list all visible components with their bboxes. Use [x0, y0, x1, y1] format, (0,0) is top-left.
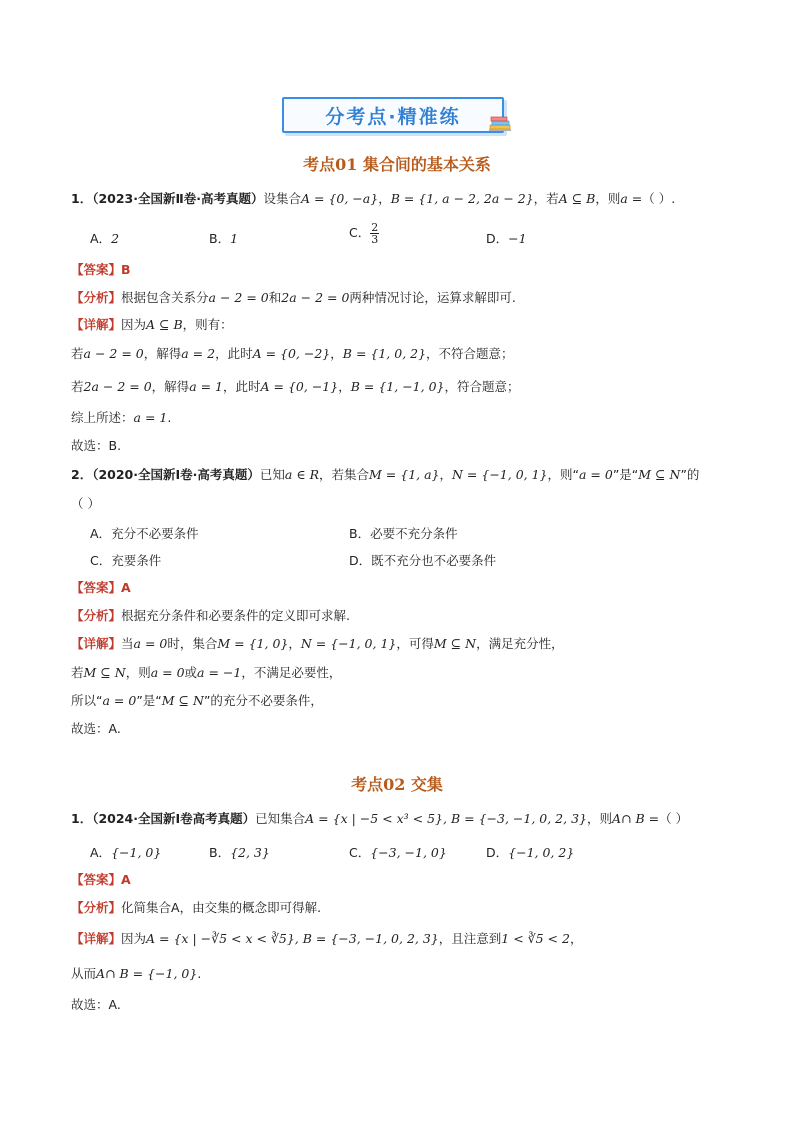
answer-value: B — [121, 262, 131, 277]
detail-tag: 【详解】 — [71, 931, 122, 946]
detail-text: 所以“ — [71, 693, 103, 708]
case-text: 若 — [71, 379, 84, 394]
detail-line — [71, 635, 564, 653]
analysis-text: 根据包含关系分 — [121, 290, 209, 305]
question-1-stem — [71, 190, 675, 208]
section-title-01: 考点01 集合间的基本关系 — [303, 155, 491, 174]
option-d — [349, 551, 496, 569]
case-text: ， — [338, 379, 351, 394]
question-source: （2020·全国新Ⅰ卷·高考真题） — [92, 467, 260, 482]
option-value: {−3, −1, 0} — [370, 845, 447, 860]
option-value: −1 — [508, 231, 527, 246]
detail-math: a = 0 — [150, 665, 185, 680]
option-c — [90, 551, 161, 569]
detail-math: a = −1 — [197, 665, 242, 680]
option-value: 充要条件 — [111, 553, 162, 568]
option-label: C． — [349, 225, 371, 240]
set-n: N = {−1, 0, 1} — [452, 467, 548, 482]
summary-line — [71, 409, 171, 427]
case-math: a − 2 = 0 — [83, 346, 144, 361]
option-value: 充分不必要条件 — [111, 526, 199, 541]
detail-math: M ⊆ N — [83, 665, 126, 680]
analysis-line — [71, 607, 350, 625]
detail-math: A ⊆ B — [146, 317, 183, 332]
stem-text: ，则“ — [547, 467, 579, 482]
case-text: 若 — [71, 346, 84, 361]
case-2-line — [71, 378, 520, 396]
intersection: A∩ B = — [612, 811, 660, 826]
fraction-denominator: 3 — [371, 233, 379, 246]
answer-tag: 【答案】 — [71, 580, 122, 595]
answer-paren: （ ）. — [642, 191, 676, 206]
question-2-stem — [71, 466, 699, 484]
option-label: A． — [90, 526, 112, 541]
case-1-line — [71, 345, 514, 363]
question-3-stem — [71, 810, 688, 828]
stem-text: ，则 — [595, 191, 621, 206]
case-text: ， — [330, 346, 343, 361]
stem-text: ，若 — [533, 191, 559, 206]
result-text: . — [197, 966, 202, 981]
detail-line-3 — [71, 692, 323, 710]
stem-text: ，若集合 — [319, 467, 370, 482]
stem-math: a ∈ R — [284, 467, 319, 482]
detail-text: ”是“ — [136, 693, 162, 708]
section-title-02: 考点02 交集 — [351, 775, 443, 794]
option-label: B． — [209, 845, 231, 860]
result-math: A∩ B = {−1, 0} — [96, 966, 198, 981]
detail-line-2 — [71, 664, 341, 682]
detail-math: M ⊆ N — [433, 636, 477, 651]
answer-paren: （ ） — [71, 496, 100, 511]
stem-math: a = — [620, 191, 643, 206]
analysis-text: 和 — [268, 290, 282, 305]
answer-paren: （ ） — [659, 811, 689, 826]
detail-text: ， — [288, 636, 301, 651]
detail-text: ，则 — [125, 665, 151, 680]
option-label: D． — [486, 231, 509, 246]
fraction — [370, 222, 379, 245]
analysis-math: a − 2 = 0 — [208, 290, 269, 305]
answer-value: A — [121, 872, 131, 887]
option-d — [486, 843, 574, 861]
set-m: M = {1, a} — [369, 467, 440, 482]
case-math: B = {1, −1, 0} — [350, 379, 445, 394]
question-source: （2024·全国新Ⅰ卷高考真题） — [92, 811, 256, 826]
option-value: 1 — [230, 231, 239, 246]
answer-line — [71, 871, 131, 889]
option-value: 既不充分也不必要条件 — [371, 553, 497, 568]
set-b: B = {1, a − 2, 2a − 2} — [390, 191, 534, 206]
case-text: ，不符合题意； — [426, 346, 514, 361]
case-text: ，此时 — [223, 379, 261, 394]
analysis-text: 根据充分条件和必要条件的定义即可求解. — [121, 608, 350, 623]
detail-text: 因为 — [121, 317, 147, 332]
detail-math: a = 0 — [102, 693, 137, 708]
case-math: 2a − 2 = 0 — [83, 379, 152, 394]
option-c — [349, 222, 379, 245]
stem-math: a = 0 — [579, 467, 613, 482]
detail-line — [71, 930, 582, 948]
question-number: 1． — [71, 191, 93, 206]
analysis-tag: 【分析】 — [71, 290, 122, 305]
analysis-tag: 【分析】 — [71, 608, 122, 623]
detail-text: 或 — [184, 665, 198, 680]
summary-math: a = 1 — [133, 410, 168, 425]
option-label: A． — [90, 845, 112, 860]
stem-text: ， — [439, 467, 453, 482]
detail-text: 若 — [71, 665, 84, 680]
analysis-text: 两种情况讨论，运算求解即可. — [349, 290, 516, 305]
detail-tag: 【详解】 — [71, 636, 122, 651]
option-b — [349, 524, 458, 542]
case-math: A = {0, −2} — [252, 346, 331, 361]
option-value: {−1, 0, 2} — [508, 845, 575, 860]
banner-title: 分考点·精准练 — [325, 105, 461, 128]
case-text: ，解得 — [151, 379, 190, 394]
case-math: a = 2 — [181, 346, 216, 361]
option-label: C． — [349, 845, 371, 860]
stem-text: 已知 — [259, 467, 285, 482]
detail-math: N = {−1, 0, 1} — [300, 636, 397, 651]
detail-math: M ⊆ N — [161, 693, 204, 708]
option-d — [486, 229, 527, 247]
option-value: {2, 3} — [230, 845, 270, 860]
analysis-text: 化简集合A，由交集的概念即可得解. — [121, 900, 322, 915]
case-text: ，此时 — [215, 346, 253, 361]
option-a — [90, 843, 161, 861]
stem-text: 已知集合 — [255, 811, 306, 826]
case-math: B = {1, 0, 2} — [342, 346, 427, 361]
set-a-b: A = {x | −5 < x³ < 5}, B = {−3, −1, 0, 2, 3} — [305, 811, 587, 826]
set-a: A = {0, −a} — [301, 191, 379, 206]
detail-text: 因为 — [121, 931, 147, 946]
choose-line: 故选：A. — [71, 997, 121, 1012]
case-math: A = {0, −1} — [260, 379, 339, 394]
analysis-math: 2a − 2 = 0 — [281, 290, 350, 305]
detail-math: 1 < ∛5 < 2 — [501, 931, 570, 946]
analysis-line — [71, 899, 321, 917]
detail-text: ，可得 — [396, 636, 434, 651]
option-label: D． — [349, 553, 372, 568]
detail-text: ，则有： — [182, 317, 233, 332]
option-label: D． — [486, 845, 509, 860]
stem-text: ”的 — [680, 467, 700, 482]
detail-text: ，且注意到 — [438, 931, 502, 946]
option-b — [209, 229, 238, 247]
detail-text: ，满足充分性， — [476, 636, 564, 651]
analysis-line — [71, 289, 516, 307]
stem-text: ”是“ — [612, 467, 639, 482]
case-text: ，符合题意； — [444, 379, 520, 394]
choose-line: 故选：A. — [71, 721, 121, 736]
books-icon — [488, 113, 512, 133]
answer-tag: 【答案】 — [71, 262, 122, 277]
option-b — [209, 843, 270, 861]
option-a — [90, 524, 199, 542]
option-label: C． — [90, 553, 112, 568]
answer-value: A — [121, 580, 131, 595]
detail-math: M = {1, 0} — [217, 636, 289, 651]
answer-line — [71, 579, 131, 597]
detail-math: A = {x | −∛5 < x < ∛5}, B = {−3, −1, 0, 2, 3} — [146, 931, 439, 946]
banner — [282, 97, 512, 137]
option-value: 2 — [111, 231, 120, 246]
summary-text: 综上所述： — [71, 410, 134, 425]
option-value: {−1, 0} — [111, 845, 162, 860]
analysis-tag: 【分析】 — [71, 900, 122, 915]
stem-text: 设集合 — [263, 191, 301, 206]
stem-math: M ⊆ N — [638, 467, 681, 482]
detail-line — [71, 316, 233, 334]
question-number: 1． — [71, 811, 93, 826]
result-text: 从而 — [71, 966, 97, 981]
detail-text: ， — [569, 931, 583, 946]
option-label: A． — [90, 231, 112, 246]
result-line — [71, 965, 201, 983]
question-source: （2023·全国新Ⅱ卷·高考真题） — [92, 191, 264, 206]
banner-box — [282, 97, 504, 133]
option-a — [90, 229, 119, 247]
answer-tag: 【答案】 — [71, 872, 122, 887]
case-text: ，解得 — [143, 346, 182, 361]
summary-text: . — [167, 410, 172, 425]
option-value: 必要不充分条件 — [370, 526, 458, 541]
subset-relation: A ⊆ B — [558, 191, 596, 206]
detail-math: a = 0 — [133, 636, 168, 651]
stem-text: ，则 — [586, 811, 612, 826]
option-label: B． — [349, 526, 371, 541]
detail-text: 当 — [121, 636, 134, 651]
case-math: a = 1 — [189, 379, 224, 394]
question-number: 2． — [71, 467, 93, 482]
option-c — [349, 843, 447, 861]
stem-text: ， — [378, 191, 391, 206]
answer-line — [71, 261, 131, 279]
detail-tag: 【详解】 — [71, 317, 122, 332]
choose-line: 故选：B. — [71, 438, 122, 453]
detail-text: 时，集合 — [167, 636, 218, 651]
detail-text: ”的充分不必要条件， — [203, 693, 323, 708]
option-label: B． — [209, 231, 231, 246]
fraction-numerator: 2 — [371, 221, 379, 234]
detail-text: ，不满足必要性， — [241, 665, 342, 680]
